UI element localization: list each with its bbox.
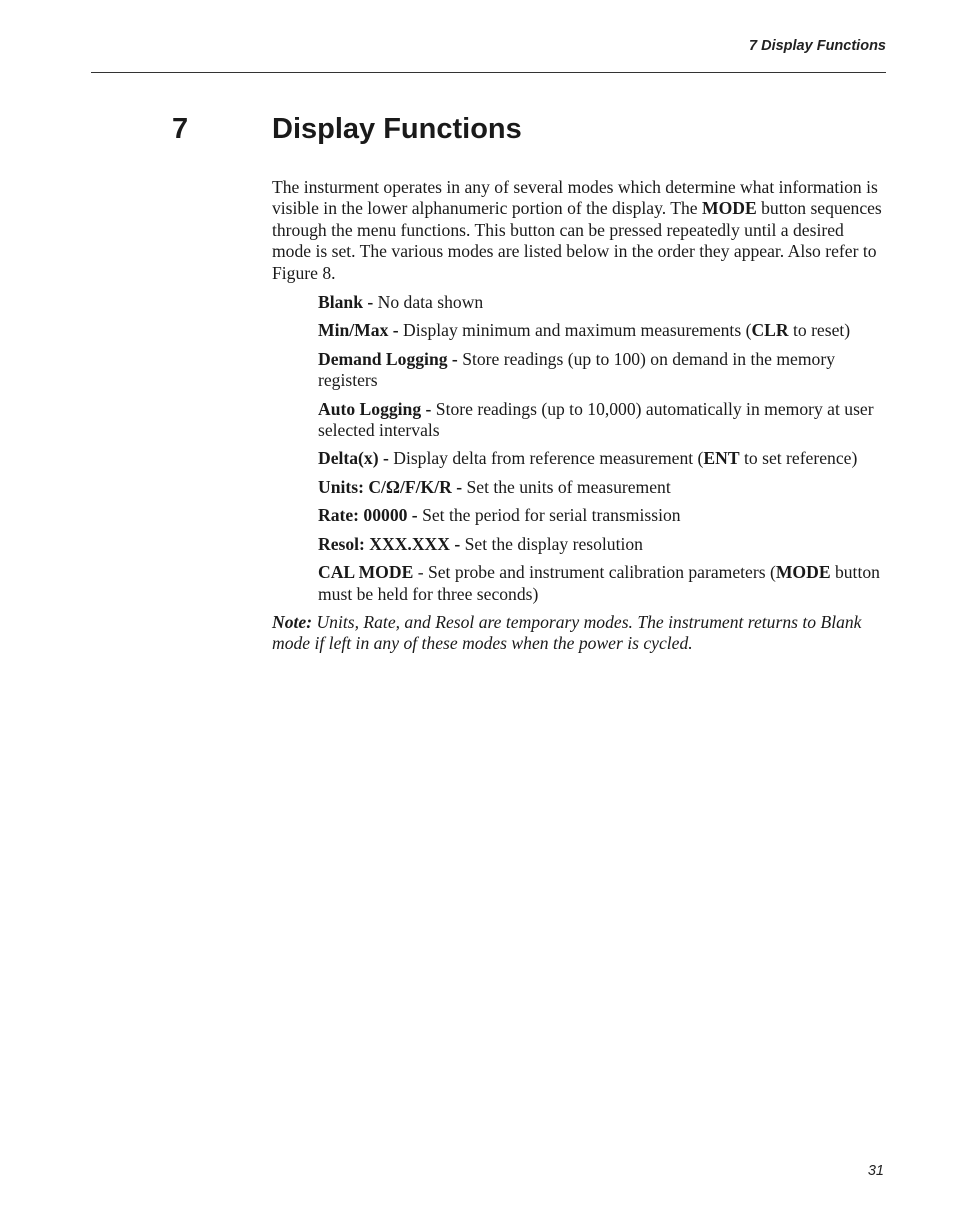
- mode-item-min-max: [318, 320, 884, 341]
- mode-term: Rate: 00000 -: [318, 505, 423, 526]
- mode-term: Min/Max -: [318, 320, 404, 341]
- mode-list: [272, 292, 884, 605]
- running-head: 7 Display Functions: [749, 38, 886, 54]
- body-content: [272, 177, 884, 655]
- mode-desc: Display minimum and maximum measurements (: [403, 320, 752, 341]
- mode-item-delta: [318, 448, 884, 469]
- mode-desc: Set the display resolution: [464, 533, 643, 554]
- note-label: Note:: [272, 611, 313, 632]
- mode-item-blank: [318, 292, 884, 313]
- page-number: 31: [867, 1163, 884, 1179]
- note-text: Units, Rate, and Resol are temporary modes. The instrument returns to Blank mode if left in any of these modes when the power is cycled.: [272, 611, 862, 654]
- mode-key: MODE: [775, 562, 831, 583]
- mode-desc: Set the units of measurement: [466, 476, 671, 497]
- header-rule: [91, 72, 886, 73]
- mode-term: Blank -: [318, 292, 378, 313]
- intro-mode-word: MODE: [701, 198, 757, 219]
- mode-item-demand-logging: [318, 349, 884, 392]
- mode-desc-after: to reset): [788, 320, 851, 341]
- intro-text-1: The insturment operates in any of several modes which determine what information is visible in the lower alphanumeric portion of the display. The: [272, 177, 878, 219]
- mode-term: CAL MODE: [318, 562, 414, 583]
- mode-desc-after: button must be held for three seconds): [318, 562, 880, 604]
- mode-desc-after: to set reference): [739, 448, 858, 469]
- mode-desc: Store readings (up to 100) on demand in the memory registers: [318, 348, 835, 391]
- intro-text-2: button sequences through the menu functions. This button can be pressed repeatedly until a desired mode is set. The various modes are listed below in the order they appear. Also refer to Figure 8.: [272, 198, 882, 283]
- mode-item-units: [318, 477, 884, 498]
- mode-key: ENT: [703, 448, 740, 469]
- mode-term: Demand Logging -: [318, 348, 463, 369]
- mode-desc: Store readings (up to 10,000) automatically in memory at user selected intervals: [318, 398, 874, 441]
- mode-desc: - Set probe and instrument calibration parameters (: [413, 562, 776, 583]
- mode-term: Auto Logging -: [318, 398, 436, 419]
- chapter-title: Display Functions: [272, 113, 522, 145]
- mode-key: CLR: [751, 320, 789, 341]
- intro-paragraph: [272, 177, 884, 284]
- mode-item-resol: [318, 534, 884, 555]
- note-paragraph: [272, 612, 884, 655]
- mode-item-rate: [318, 505, 884, 526]
- mode-desc: Set the period for serial transmission: [422, 505, 681, 526]
- mode-desc: Display delta from reference measurement (: [393, 448, 704, 469]
- mode-desc: No data shown: [377, 292, 484, 313]
- mode-term: Units: C/Ω/F/K/R -: [318, 476, 467, 497]
- mode-term: Resol: XXX.XXX -: [318, 533, 465, 554]
- mode-item-cal-mode: [318, 562, 884, 605]
- mode-term: Delta(x) -: [318, 448, 394, 469]
- mode-item-auto-logging: [318, 399, 884, 442]
- chapter-number: 7: [172, 113, 189, 145]
